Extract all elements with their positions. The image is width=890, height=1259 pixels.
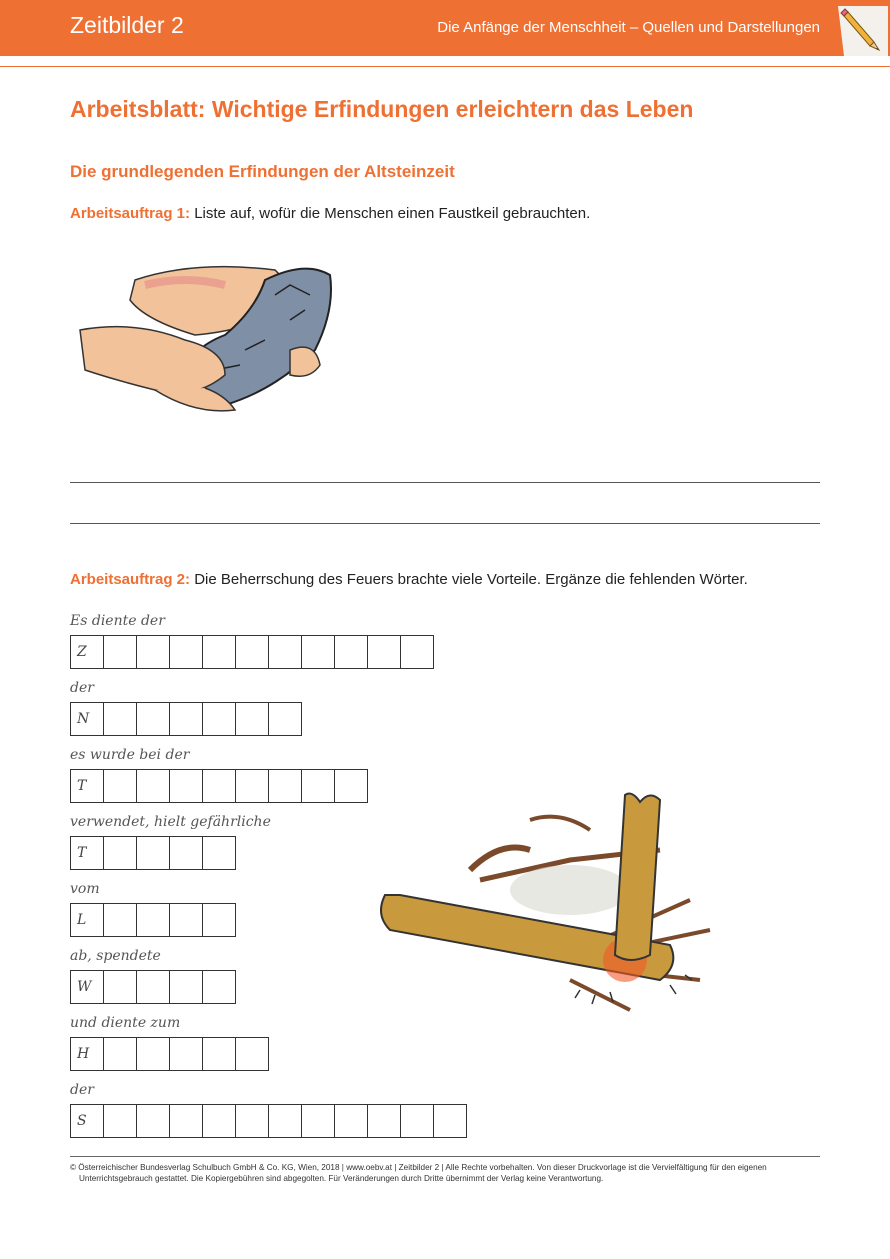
letter-box[interactable] <box>367 1104 401 1138</box>
letter-box[interactable] <box>169 1037 203 1071</box>
answer-line[interactable] <box>70 482 820 483</box>
footer-rule <box>70 1156 820 1157</box>
cloze-cue: ab, spendete <box>70 948 161 964</box>
letter-box[interactable] <box>202 1104 236 1138</box>
letter-box[interactable] <box>103 970 137 1004</box>
letter-box[interactable] <box>136 769 170 803</box>
letter-box[interactable] <box>268 1104 302 1138</box>
copyright-footer <box>70 1162 810 1184</box>
letter-box-first[interactable]: N <box>70 702 104 736</box>
cloze-cue: der <box>70 1082 94 1098</box>
letter-box[interactable] <box>136 836 170 870</box>
task-2-text: Die Beherrschung des Feuers brachte viele Vorteile. Ergänze die fehlenden Wörter. <box>194 571 748 588</box>
task-1-text: Liste auf, wofür die Menschen einen Faustkeil gebrauchten. <box>194 205 591 222</box>
letter-box-first[interactable]: H <box>70 1037 104 1071</box>
letter-box-row <box>70 635 433 669</box>
letter-box[interactable] <box>169 702 203 736</box>
cloze-cue: und diente zum <box>70 1015 181 1031</box>
letter-box[interactable] <box>136 1037 170 1071</box>
letter-box[interactable] <box>103 635 137 669</box>
letter-box[interactable] <box>334 1104 368 1138</box>
cloze-cue: vom <box>70 881 100 897</box>
chapter-title: Die Anfänge der Menschheit – Quellen und Darstellungen <box>437 19 820 36</box>
letter-box[interactable] <box>202 970 236 1004</box>
cloze-cue: verwendet, hielt gefährliche <box>70 814 271 830</box>
letter-box[interactable] <box>235 635 269 669</box>
page-title: Arbeitsblatt: Wichtige Erfindungen erleichtern das Leben <box>70 96 694 122</box>
letter-box[interactable] <box>103 1037 137 1071</box>
letter-box[interactable] <box>334 635 368 669</box>
letter-box[interactable] <box>202 836 236 870</box>
header-rule <box>0 66 890 67</box>
header-bar <box>0 0 890 56</box>
letter-box[interactable] <box>169 769 203 803</box>
task-1-label: Arbeitsauftrag 1: <box>70 205 191 222</box>
cloze-cue: Es diente der <box>70 613 165 629</box>
footer-line-1: © Österreichischer Bundesverlag Schulbuch GmbH & Co. KG, Wien, 2018 | www.oebv.at | Zeitbilder 2 | Alle Rechte vorbehalten. Von dieser Druckvorlage ist die Vervielfältigung für den eigenen <box>70 1163 767 1172</box>
letter-box-first[interactable]: Z <box>70 635 104 669</box>
answer-line[interactable] <box>70 523 820 524</box>
letter-box-first[interactable]: T <box>70 836 104 870</box>
letter-box[interactable] <box>400 635 434 669</box>
letter-box[interactable] <box>301 1104 335 1138</box>
fire-drill-illustration <box>370 780 750 1030</box>
letter-box[interactable] <box>169 903 203 937</box>
letter-box-row <box>70 702 301 736</box>
letter-box[interactable] <box>202 903 236 937</box>
letter-box[interactable] <box>136 903 170 937</box>
letter-box-row <box>70 970 235 1004</box>
letter-box-row <box>70 836 235 870</box>
letter-box[interactable] <box>301 635 335 669</box>
letter-box[interactable] <box>367 635 401 669</box>
footer-line-2: Unterrichtsgebrauch gestattet. Die Kopiergebühren sind abgegolten. Für Veränderungen durch Dritte übernimmt der Verlag keine Verantwortung. <box>79 1174 604 1183</box>
letter-box[interactable] <box>400 1104 434 1138</box>
task-2 <box>70 571 748 588</box>
letter-box[interactable] <box>103 769 137 803</box>
letter-box[interactable] <box>235 1104 269 1138</box>
book-title: Zeitbilder 2 <box>70 12 184 38</box>
letter-box[interactable] <box>136 635 170 669</box>
letter-box[interactable] <box>103 903 137 937</box>
letter-box[interactable] <box>169 970 203 1004</box>
letter-box-row <box>70 1104 466 1138</box>
letter-box[interactable] <box>103 836 137 870</box>
letter-box[interactable] <box>202 1037 236 1071</box>
task-2-label: Arbeitsauftrag 2: <box>70 571 191 588</box>
letter-box[interactable] <box>235 1037 269 1071</box>
letter-box[interactable] <box>202 769 236 803</box>
letter-box[interactable] <box>301 769 335 803</box>
letter-box[interactable] <box>136 1104 170 1138</box>
letter-box[interactable] <box>136 702 170 736</box>
pencil-icon <box>830 0 890 56</box>
task-1 <box>70 205 590 222</box>
letter-box[interactable] <box>103 1104 137 1138</box>
letter-box[interactable] <box>136 970 170 1004</box>
section-heading: Die grundlegenden Erfindungen der Altsteinzeit <box>70 162 455 181</box>
letter-box[interactable] <box>169 836 203 870</box>
letter-box-first[interactable]: S <box>70 1104 104 1138</box>
hand-axe-illustration <box>75 240 345 440</box>
letter-box-first[interactable]: T <box>70 769 104 803</box>
letter-box[interactable] <box>202 635 236 669</box>
letter-box[interactable] <box>433 1104 467 1138</box>
letter-box-row <box>70 1037 268 1071</box>
cloze-cue: der <box>70 680 94 696</box>
letter-box-row <box>70 903 235 937</box>
letter-box[interactable] <box>268 702 302 736</box>
letter-box-row <box>70 769 367 803</box>
letter-box[interactable] <box>202 702 236 736</box>
cloze-cue: es wurde bei der <box>70 747 190 763</box>
letter-box[interactable] <box>268 769 302 803</box>
letter-box[interactable] <box>334 769 368 803</box>
letter-box-first[interactable]: L <box>70 903 104 937</box>
letter-box-first[interactable]: W <box>70 970 104 1004</box>
letter-box[interactable] <box>235 769 269 803</box>
letter-box[interactable] <box>169 635 203 669</box>
letter-box[interactable] <box>268 635 302 669</box>
letter-box[interactable] <box>103 702 137 736</box>
letter-box[interactable] <box>169 1104 203 1138</box>
letter-box[interactable] <box>235 702 269 736</box>
